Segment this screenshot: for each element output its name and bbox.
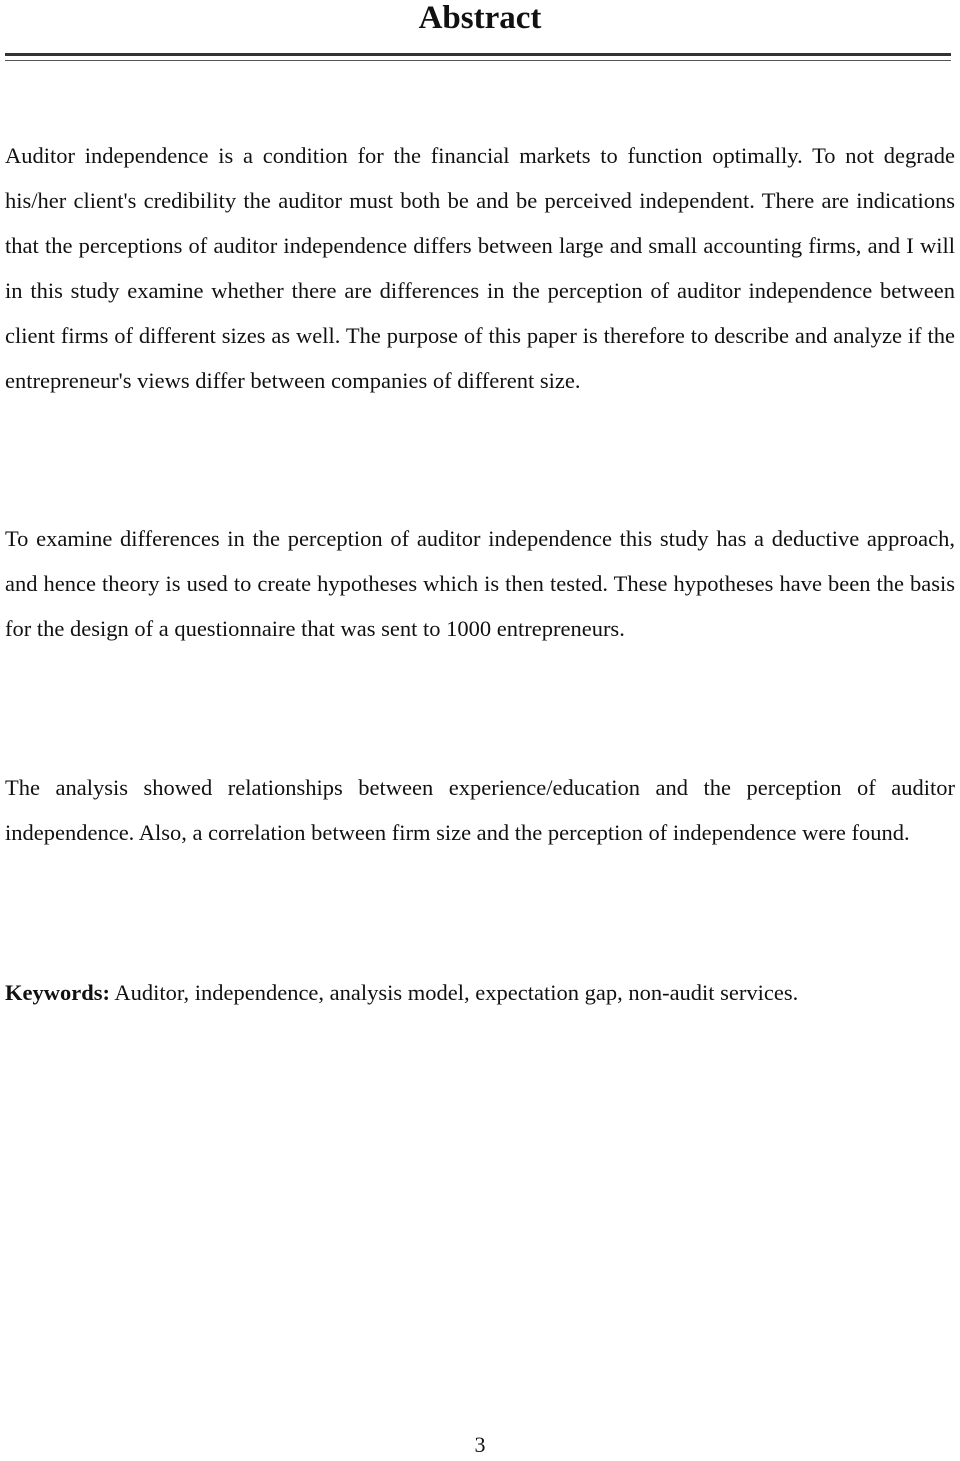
keywords-label: Keywords:: [5, 980, 110, 1005]
page-number: 3: [474, 1432, 486, 1457]
keywords-line: [5, 970, 955, 1015]
page-title: Abstract: [418, 0, 542, 36]
abstract-paragraph-2: To examine differences in the perception of auditor independence this study has a deductive approach, and hence theory is used to create hypotheses which is then tested. These hypotheses have been the basis for the design of a questionnaire that was sent to 1000 entrepreneurs.: [5, 526, 955, 641]
abstract-paragraph-1: Auditor independence is a condition for the financial markets to function optimally. To not degrade his/her client's credibility the auditor must both be and be perceived independent. There are indications that the perceptions of auditor independence differs between large and small accounting firms, and I will in this study examine whether there are differences in the perception of auditor independence between client firms of different sizes as well. The purpose of this paper is therefore to describe and analyze if the entrepreneur's views differ between companies of different size.: [5, 143, 955, 393]
abstract-paragraph-3: The analysis showed relationships between experience/education and the perception of auditor independence. Also, a correlation between firm size and the perception of independence were found.: [5, 775, 955, 845]
keywords-text: Auditor, independence, analysis model, expectation gap, non-audit services.: [110, 980, 799, 1005]
title-rule-thick: [5, 53, 951, 56]
title-rule-thin: [5, 60, 951, 61]
